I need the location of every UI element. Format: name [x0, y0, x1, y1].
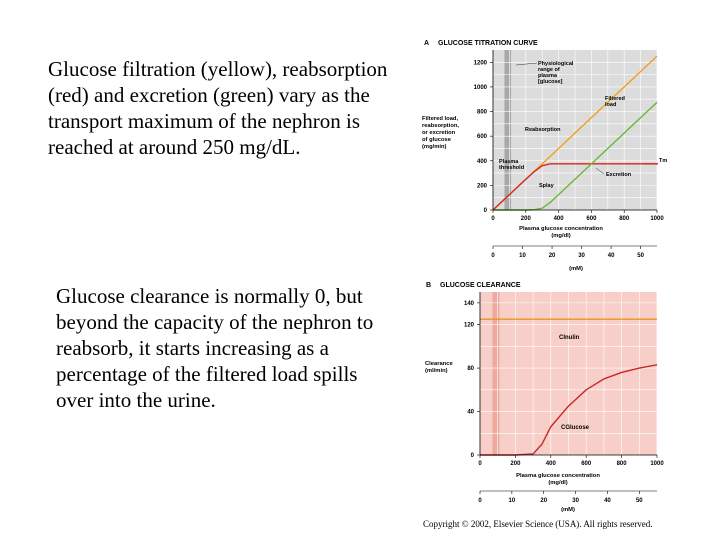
panel-a-xlabel-unit: (mg/dl)	[551, 233, 571, 239]
y-tick-label: 80	[467, 366, 474, 373]
panel-a-ylabel-line: reabsorption,	[422, 123, 460, 129]
x-tick-label: 400	[553, 216, 564, 222]
y-tick-label: 1000	[473, 84, 487, 91]
glucose-clearance-chart	[418, 278, 680, 514]
annotation-physiological-4: [glucose]	[538, 79, 563, 85]
x-tick-label: 400	[545, 461, 556, 467]
panel-a-ylabel-line: of glucose	[422, 137, 451, 143]
mm-tick-label: 10	[519, 253, 526, 259]
caption-top: Glucose filtration (yellow), reabsorption (red) and excretion (green) vary as the transport maximum of the nephron is reached at around 250 mg/dL.	[48, 57, 388, 159]
panel-b-xlabel: Plasma glucose concentration	[516, 473, 600, 479]
panel-a-ylabel-line: Filtered load,	[422, 116, 459, 122]
mm-tick-label: 20	[540, 498, 548, 504]
mm-tick-label: 10	[508, 498, 516, 504]
x-tick-label: 800	[616, 461, 627, 467]
x-tick-label: 600	[581, 461, 592, 467]
mm-tick-label: 50	[635, 498, 643, 504]
copyright-notice: Copyright © 2002, Elsevier Science (USA). All rights reserved.	[423, 519, 653, 529]
label-c-inulin: CInulin	[559, 335, 580, 341]
panel-a-xlabel: Plasma glucose concentration	[519, 226, 603, 232]
y-tick-label: 40	[467, 409, 474, 416]
x-tick-label: 200	[510, 461, 521, 467]
mm-tick-label: 50	[637, 253, 644, 259]
annotation-threshold-2: threshold	[499, 165, 525, 171]
panel-b-title: GLUCOSE CLEARANCE	[440, 282, 521, 289]
label-c-glucose: CGlucose	[561, 425, 590, 431]
mm-tick-label: 0	[478, 498, 482, 504]
x-tick-label: 0	[478, 461, 482, 467]
annotation-filtered-1: Filtered	[605, 96, 625, 102]
panel-a-title: GLUCOSE TITRATION CURVE	[438, 40, 538, 47]
panel-a-ylabel-line: or excretion	[422, 130, 456, 136]
panel-b-label: B	[426, 282, 432, 289]
panel-b-mm-label: (mM)	[561, 507, 575, 513]
annotation-tm: Tm	[659, 158, 668, 164]
annotation-physiological-2: range of	[538, 67, 560, 73]
y-tick-label: 200	[476, 183, 487, 190]
annotation-physiological-3: plasma	[538, 73, 557, 79]
panel-a-label: A	[424, 40, 430, 47]
mm-tick-label: 20	[548, 253, 556, 259]
x-tick-label: 1000	[650, 461, 664, 467]
mm-tick-label: 30	[572, 498, 579, 504]
y-tick-label: 140	[463, 300, 474, 307]
y-tick-label: 120	[463, 322, 474, 329]
y-tick-label: 0	[470, 453, 474, 459]
annotation-filtered-2: load	[605, 102, 617, 108]
x-tick-label: 600	[586, 216, 597, 222]
caption-bottom: Glucose clearance is normally 0, but beyond the capacity of the nephron to reabsorb, it starts increasing as a percentage of the filtered load spills over into the urine.	[56, 284, 374, 412]
y-tick-label: 800	[476, 109, 487, 116]
mm-tick-label: 40	[604, 498, 611, 504]
x-tick-label: 800	[619, 216, 630, 222]
glucose-titration-chart	[418, 30, 680, 275]
panel-b-ylabel-unit: (ml/min)	[425, 368, 448, 374]
mm-tick-label: 0	[491, 253, 495, 259]
panel-a-mm-label: (mM)	[569, 266, 583, 272]
annotation-reabsorption: Reabsorption	[525, 127, 561, 133]
x-tick-label: 0	[491, 216, 495, 222]
panel-a-ylabel-line: (mg/min)	[422, 144, 447, 150]
y-tick-label: 1200	[473, 60, 487, 67]
panel-b-xlabel-unit: (mg/dl)	[548, 480, 568, 486]
y-tick-label: 600	[476, 134, 487, 141]
panel-b-physiological-band	[492, 292, 499, 455]
y-tick-label: 0	[483, 208, 487, 214]
mm-tick-label: 40	[607, 253, 615, 259]
annotation-excretion: Excretion	[606, 172, 632, 178]
annotation-physiological-1: Physiological	[538, 61, 574, 67]
x-tick-label: 200	[520, 216, 531, 222]
panel-b-ylabel: Clearance	[425, 361, 453, 367]
annotation-threshold-1: Plasma	[499, 159, 519, 165]
mm-tick-label: 30	[578, 253, 585, 259]
y-tick-label: 400	[476, 158, 487, 165]
panel-a-physiological-band	[504, 50, 511, 210]
x-tick-label: 1000	[650, 216, 664, 222]
annotation-splay: Splay	[539, 183, 554, 189]
